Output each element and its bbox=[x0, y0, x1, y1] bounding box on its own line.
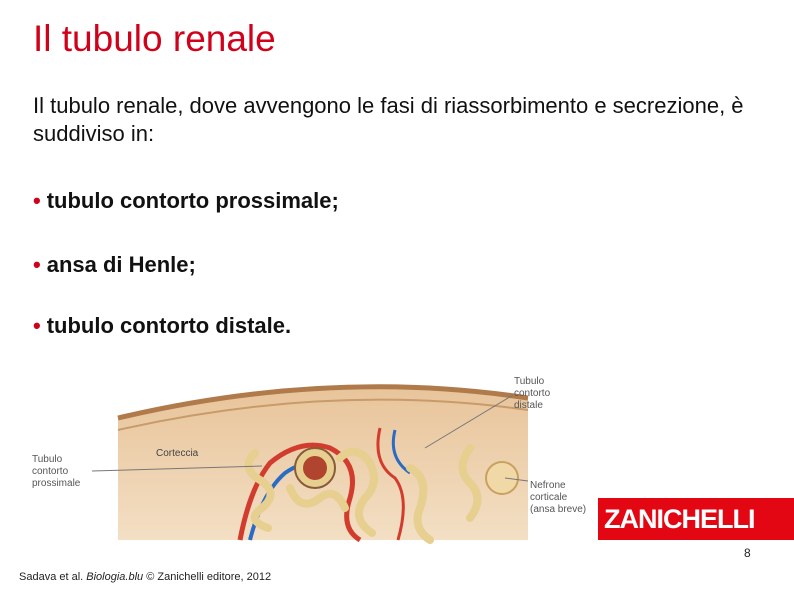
label-line: contorto bbox=[514, 388, 551, 399]
cortex-label: Corteccia bbox=[156, 448, 199, 459]
page-number: 8 bbox=[744, 546, 751, 560]
nephron-drawing bbox=[0, 368, 600, 548]
bullet-text: tubulo contorto prossimale; bbox=[46, 188, 339, 213]
credit-book-title: Biologia.blu bbox=[86, 571, 144, 583]
distal-tubule-label bbox=[514, 376, 550, 412]
label-line: distale bbox=[514, 400, 543, 411]
bullet-text: tubulo contorto distale. bbox=[46, 313, 292, 338]
bullet-item bbox=[33, 252, 196, 278]
bullet-marker: • bbox=[33, 313, 41, 338]
label-line: (ansa breve) bbox=[530, 504, 587, 515]
label-line: corticale bbox=[530, 492, 568, 503]
credit-line bbox=[19, 571, 271, 583]
credit-publisher: © Zanichelli editore, 2012 bbox=[143, 571, 272, 583]
label-line: Tubulo bbox=[32, 454, 63, 465]
label-line: contorto bbox=[32, 466, 69, 477]
proximal-tubule-label bbox=[32, 454, 80, 490]
intro-text: Il tubulo renale, dove avvengono le fasi di riassorbimento e secrezione, è suddiviso in: bbox=[33, 93, 744, 146]
label-line: prossimale bbox=[32, 478, 81, 489]
bullet-marker: • bbox=[33, 252, 41, 277]
kidney-illustration bbox=[0, 368, 600, 548]
zanichelli-logo: ZANICHELLI bbox=[598, 498, 794, 540]
bullet-text: ansa di Henle; bbox=[46, 252, 196, 277]
slide-title: Il tubulo renale bbox=[33, 18, 276, 59]
bullet-item bbox=[33, 313, 291, 339]
bullet-marker: • bbox=[33, 188, 41, 213]
credit-authors: Sadava et al. bbox=[19, 571, 87, 583]
label-line: Tubulo bbox=[514, 376, 545, 387]
nephron-label bbox=[530, 480, 586, 516]
bullet-item bbox=[33, 188, 339, 214]
label-line: Nefrone bbox=[530, 480, 566, 491]
